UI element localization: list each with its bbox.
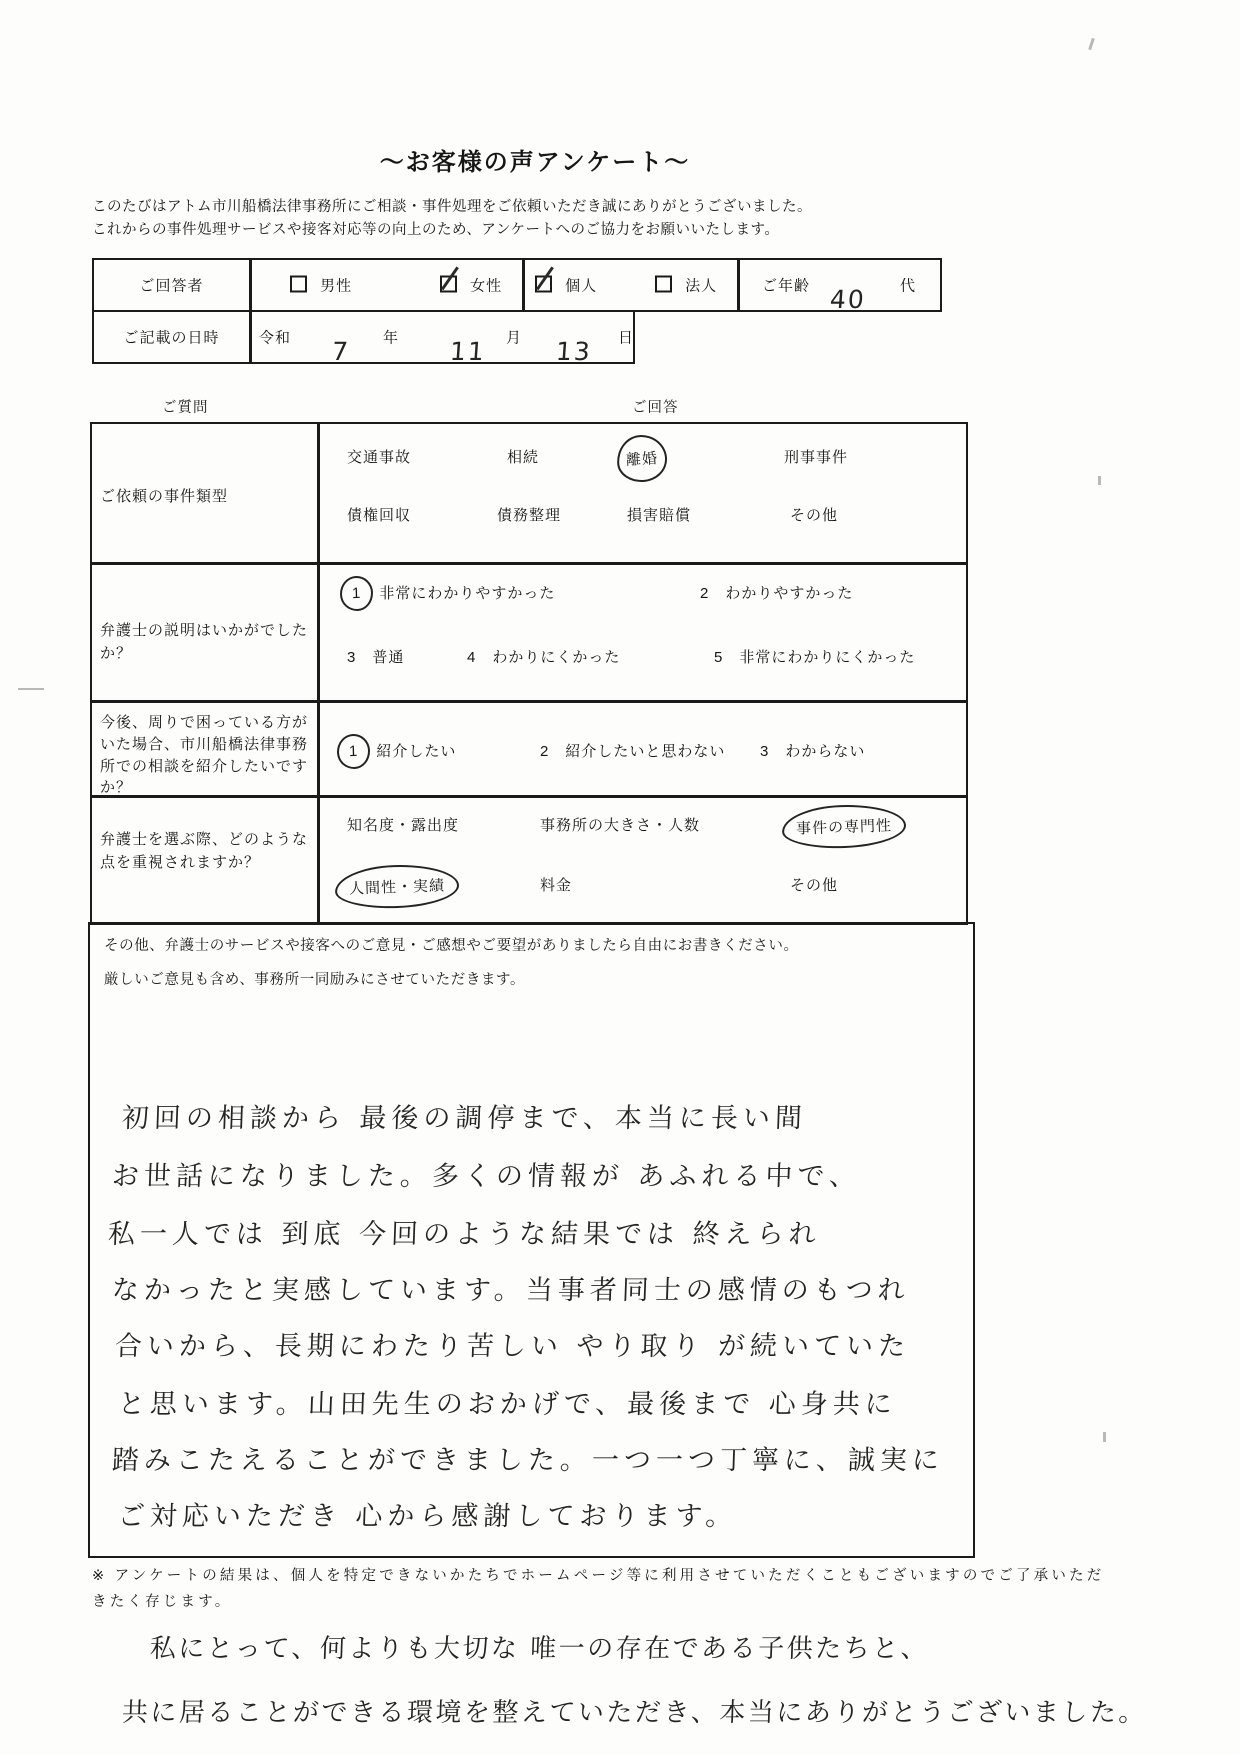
q3-option-2-number: 2 (540, 743, 550, 760)
table-divider (317, 424, 320, 923)
intro-line-1: このたびはアトム市川船橋法律事務所にご相談・事件処理をご依頼いただき誠にありがとうございました。 (92, 199, 812, 215)
q1-option-debt-collection: 債権回収 (347, 507, 412, 524)
q3-option-1-label: 紹介したい (376, 743, 457, 760)
q2-label: 弁護士の説明はいかがでしたか？ (100, 622, 309, 662)
year-unit: 年 (383, 329, 400, 347)
q4-option-firm-size: 事務所の大きさ・人数 (540, 817, 701, 834)
era-label: 令和 (259, 329, 292, 347)
table-divider (249, 312, 252, 362)
age-value-handwritten: 40 (828, 285, 867, 314)
handwritten-comment-line: 踏みこたえることができました。一つ一つ丁寧に、誠実に (111, 1445, 945, 1476)
table-divider (737, 260, 740, 310)
scan-artifact (1103, 1432, 1106, 1442)
footnote-line-1: ※ アンケートの結果は、個人を特定できないかたちでホームページ等に利用させていただくこともございますのでご了承いただ (92, 1568, 1105, 1584)
handwritten-comment-line: 合いから、長期にわたり苦しい やり取り が続いていた (114, 1331, 911, 1362)
q2-option-3-number: 3 (347, 649, 357, 666)
q4-option-other: その他 (790, 877, 839, 894)
date-label: ご記載の日時 (123, 329, 220, 347)
handwritten-comment-line: 初回の相談から 最後の調停まで、本当に長い間 (121, 1103, 808, 1134)
female-label: 女性 (470, 277, 503, 295)
male-label: 男性 (320, 277, 353, 295)
intro-text (92, 196, 1152, 243)
q3-option-3 (760, 740, 865, 761)
q2-option-5 (714, 646, 915, 667)
answer-column-header: ご回答 (632, 400, 679, 416)
date-row (92, 310, 635, 364)
page-title: ～お客様の声アンケート～ (379, 149, 691, 176)
handwritten-comment-line: お世話になりました。多くの情報が あふれる中で、 (111, 1161, 862, 1192)
q2-option-3 (347, 646, 404, 667)
age-suffix: 代 (900, 277, 917, 295)
q3-label: 今後、周りで困っている方がいた場合、市川船橋法律事務所での相談を紹介したいですか？ (100, 714, 309, 797)
q4-option-fame: 知名度・露出度 (347, 817, 460, 834)
q4-option-personality: 人間性・実績 (334, 863, 459, 910)
q2-option-5-number: 5 (714, 649, 724, 666)
q4-label: 弁護士を選ぶ際、どのような点を重視されますか？ (100, 831, 309, 871)
individual-checkbox (535, 276, 552, 293)
day-value-handwritten: 13 (554, 337, 593, 366)
scan-artifact (1088, 38, 1095, 50)
female-checkbox (440, 276, 457, 293)
q1-option-divorce: 離婚 (616, 434, 668, 484)
q1-option-damages: 損害賠償 (627, 507, 692, 524)
handwritten-postscript-line: 私にとって、何よりも大切な 唯一の存在である子供たちと、 (149, 1634, 930, 1664)
q3-option-2-label: 紹介したいと思わない (565, 743, 726, 760)
corporate-label: 法人 (685, 277, 718, 295)
q1-option-debt-settlement: 債務整理 (497, 507, 562, 524)
q3-option-1 (347, 740, 456, 762)
scan-artifact (18, 688, 44, 690)
corporate-checkbox (655, 276, 672, 293)
month-value-handwritten: 11 (448, 337, 487, 366)
handwritten-comment-line: なかったと実感しています。当事者同士の感情のもつれ (111, 1275, 911, 1306)
handwritten-comment-line: ご対応いただき 心から感謝しております。 (117, 1501, 738, 1532)
corporate-option (655, 275, 717, 296)
table-divider (249, 260, 252, 310)
month-unit: 月 (506, 329, 523, 347)
handwritten-comment-line: と思います。山田先生のおかげで、最後まで 心身共に (117, 1389, 898, 1420)
privacy-footnote (92, 1563, 1172, 1615)
q2-option-1-label: 非常にわかりやすかった (379, 585, 556, 602)
questions-table (90, 422, 968, 925)
q3-option-2 (540, 740, 725, 761)
male-checkbox (290, 276, 307, 293)
intro-line-2: これからの事件処理サービスや接客対応等の向上のため、アンケートへのご協力をお願いいたします。 (92, 222, 780, 239)
individual-label: 個人 (565, 277, 598, 295)
q2-option-2-number: 2 (700, 585, 710, 602)
q2-option-4-label: わかりにくかった (492, 649, 621, 666)
q1-option-other: その他 (790, 507, 839, 524)
day-unit: 日 (618, 329, 635, 347)
table-divider (92, 562, 966, 565)
q2-option-2 (700, 582, 853, 603)
comments-prompt-2: 厳しいご意見も含め、事務所一同励みにさせていただきます。 (104, 972, 526, 988)
female-option (440, 275, 502, 296)
q1-label: ご依頼の事件類型 (100, 488, 229, 505)
q2-option-1-number: 1 (339, 575, 374, 611)
q1-option-inheritance: 相続 (507, 449, 540, 466)
footnote-line-2: きたく存じます。 (92, 1594, 233, 1611)
q3-option-3-label: わからない (785, 743, 866, 760)
comments-box (88, 922, 975, 1558)
q2-option-3-label: 普通 (372, 649, 405, 666)
table-divider (522, 260, 525, 310)
respondent-label: ご回答者 (139, 277, 204, 295)
q2-option-5-label: 非常にわかりにくかった (739, 649, 916, 666)
q2-option-4 (467, 646, 620, 667)
respondent-row (92, 258, 942, 312)
q3-option-1-number: 1 (336, 733, 371, 769)
male-option (290, 275, 352, 296)
comments-prompt-1: その他、弁護士のサービスや接客へのご意見・ご感想やご要望がありましたら自由にお書きください。 (104, 938, 799, 954)
table-divider (92, 700, 966, 703)
age-label: ご年齢 (762, 277, 811, 295)
handwritten-postscript-line: 共に居ることができる環境を整えていただき、本当にありがとうございました。 (121, 1698, 1148, 1728)
scan-artifact (1098, 476, 1101, 485)
q2-option-2-label: わかりやすかった (725, 585, 854, 602)
q2-option-1 (350, 582, 555, 604)
q1-option-criminal: 刑事事件 (784, 449, 849, 466)
individual-option (535, 275, 597, 296)
q4-option-specialty: 事件の専門性 (781, 803, 906, 850)
question-column-header: ご質問 (162, 400, 209, 416)
handwritten-comment-line: 私一人では 到底 今回のような結果では 終えられ (107, 1219, 822, 1250)
year-value-handwritten: 7 (330, 337, 351, 366)
q1-option-traffic: 交通事故 (347, 449, 412, 466)
q2-option-4-number: 4 (467, 649, 477, 666)
q3-option-3-number: 3 (760, 743, 770, 760)
q4-option-fee: 料金 (540, 877, 573, 894)
